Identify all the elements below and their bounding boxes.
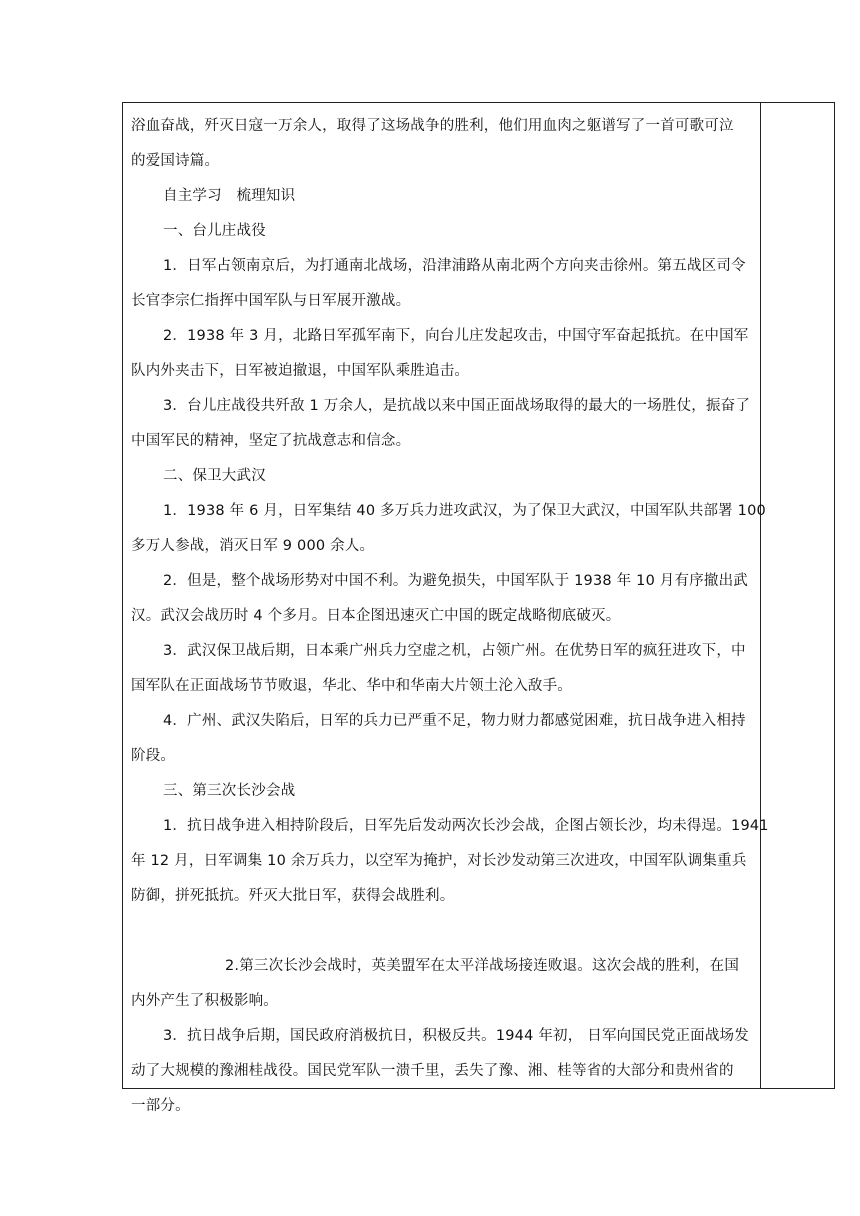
- taierzhuang-item-1-line-2: 长官李宗仁指挥中国军队与日军展开激战。: [131, 293, 411, 309]
- paragraph-intro-line-1: 浴血奋战，歼灭日寇一万余人，取得了这场战争的胜利，他们用血肉之躯谱写了一首可歌可泣: [131, 118, 734, 134]
- taierzhuang-item-2-line-2: 队内外夹击下，日军被迫撤退，中国军队乘胜追击。: [131, 363, 470, 379]
- wuhan-item-4-line-2: 阶段。: [131, 748, 176, 764]
- table-main-cell: [131, 109, 769, 1124]
- wuhan-item-3-line-1: 3．武汉保卫战后期，日本乘广州兵力空虚之机，占领广州。在优势日军的疯狂进攻下，中: [163, 643, 746, 659]
- section-heading-self-study: 自主学习 梳理知识: [163, 188, 296, 204]
- changsha-item-3-line-3: 一部分。: [131, 1098, 190, 1114]
- table-side-column-divider: [760, 103, 761, 1088]
- taierzhuang-item-3-line-1: 3．台儿庄战役共歼敌 1 万余人，是抗战以来中国正面战场取得的最大的一场胜仗，振奋了: [163, 398, 751, 414]
- changsha-item-2-line-2: 内外产生了积极影响。: [131, 993, 278, 1009]
- section-heading-wuhan: 二、保卫大武汉: [163, 468, 266, 484]
- wuhan-item-1-line-2: 多万人参战，消灭日军 9 000 余人。: [131, 538, 375, 554]
- wuhan-item-2-line-1: 2．但是，整个战场形势对中国不利。为避免损失，中国军队于 1938 年 10 月有序撤出武: [163, 573, 749, 589]
- wuhan-item-2-line-2: 汉。武汉会战历时 4 个多月。日本企图迅速灭亡中国的既定战略彻底破灭。: [131, 608, 621, 624]
- changsha-item-1-line-1: 1．抗日战争进入相持阶段后，日军先后发动两次长沙会战，企图占领长沙，均未得逞。1941: [163, 818, 769, 834]
- taierzhuang-item-1-line-1: 1．日军占领南京后，为打通南北战场，沿津浦路从南北两个方向夹击徐州。第五战区司令: [163, 258, 746, 274]
- changsha-item-3-line-2: 动了大规模的豫湘桂战役。国民党军队一溃千里，丢失了豫、湘、桂等省的大部分和贵州省的: [131, 1063, 734, 1079]
- wuhan-item-1-line-1: 1．1938 年 6 月，日军集结 40 多万兵力进攻武汉，为了保卫大武汉，中国军队共部署 100: [163, 503, 766, 519]
- taierzhuang-item-2-line-1: 2．1938 年 3 月，北路日军孤军南下，向台儿庄发起攻击，中国守军奋起抵抗。在中国军: [163, 328, 749, 344]
- section-heading-taierzhuang: 一、台儿庄战役: [163, 223, 266, 239]
- content-table: [122, 102, 835, 1114]
- paragraph-intro-line-2: 的爱国诗篇。: [131, 153, 220, 169]
- changsha-item-2-line-1: 2.第三次长沙会战时，英美盟军在太平洋战场接连败退。这次会战的胜利，在国: [225, 958, 740, 974]
- taierzhuang-item-3-line-2: 中国军民的精神，坚定了抗战意志和信念。: [131, 433, 411, 449]
- section-heading-changsha: 三、第三次长沙会战: [163, 783, 296, 799]
- blank-line: [131, 914, 753, 949]
- changsha-item-1-line-2: 年 12 月，日军调集 10 余万兵力，以空军为掩护，对长沙发动第三次进攻，中国军队调集重兵: [131, 853, 747, 869]
- changsha-item-1-line-3: 防御，拼死抵抗。歼灭大批日军，获得会战胜利。: [131, 888, 455, 904]
- wuhan-item-3-line-2: 国军队在正面战场节节败退，华北、华中和华南大片领土沦入敌手。: [131, 678, 572, 694]
- changsha-item-3-line-1: 3．抗日战争后期，国民政府消极抗日，积极反共。1944 年初， 日军向国民党正面战场发: [163, 1028, 749, 1044]
- wuhan-item-4-line-1: 4．广州、武汉失陷后，日军的兵力已严重不足，物力财力都感觉困难，抗日战争进入相持: [163, 713, 746, 729]
